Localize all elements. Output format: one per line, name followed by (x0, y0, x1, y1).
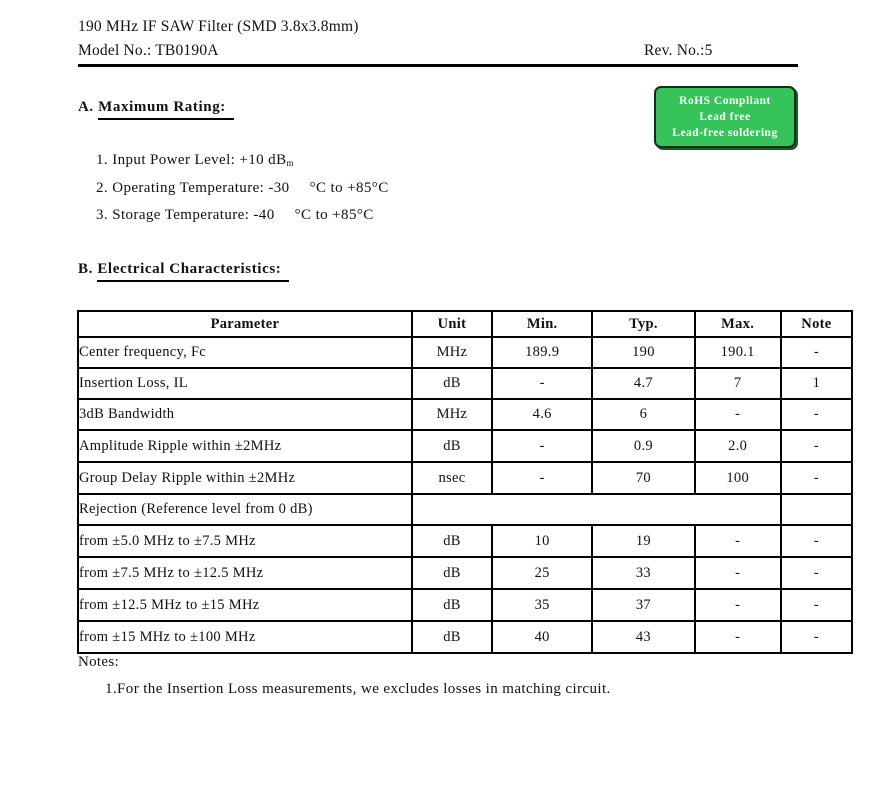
table-cell: dB (412, 525, 492, 557)
table-cell: 190.1 (695, 337, 781, 368)
table-cell: 70 (592, 462, 694, 494)
section-b-title: Electrical Characteristics: (97, 261, 289, 282)
table-cell: - (695, 621, 781, 653)
table-cell: dB (412, 430, 492, 462)
header-cell: Parameter (78, 311, 412, 337)
table-cell: Group Delay Ripple within ±2MHz (78, 462, 412, 494)
table-cell: - (695, 589, 781, 621)
header-cell: Unit (412, 311, 492, 337)
table-cell: 3dB Bandwidth (78, 399, 412, 430)
rating-item-1 (96, 152, 294, 169)
rohs-line-1: RoHS Compliant (679, 95, 771, 107)
table-cell: - (695, 525, 781, 557)
table-cell: 189.9 (492, 337, 592, 368)
rejection-label-cell: Rejection (Reference level from 0 dB) (78, 494, 412, 525)
table-cell: MHz (412, 337, 492, 368)
header-cell: Typ. (592, 311, 694, 337)
table-cell: 1 (781, 368, 852, 399)
table-row (78, 557, 852, 589)
table-cell: 37 (592, 589, 694, 621)
table-cell: 19 (592, 525, 694, 557)
rating-item-num: 3. (96, 207, 109, 223)
header-cell: Min. (492, 311, 592, 337)
table-cell: - (781, 525, 852, 557)
rating-item-label: Storage Temperature: -40 (112, 207, 275, 223)
section-b-prefix: B. (78, 261, 93, 277)
table-cell: - (781, 557, 852, 589)
table-cell: dB (412, 621, 492, 653)
table-cell: MHz (412, 399, 492, 430)
table-row (78, 368, 852, 399)
rating-item-3 (96, 207, 374, 224)
table-cell: Insertion Loss, IL (78, 368, 412, 399)
table-cell: 25 (492, 557, 592, 589)
table-cell: - (781, 399, 852, 430)
table-cell: from ±12.5 MHz to ±15 MHz (78, 589, 412, 621)
electrical-characteristics-table (77, 310, 853, 654)
table-cell: 4.6 (492, 399, 592, 430)
table-cell: nsec (412, 462, 492, 494)
table-row (78, 462, 852, 494)
table-cell: from ±5.0 MHz to ±7.5 MHz (78, 525, 412, 557)
section-a-title: Maximum Rating: (98, 99, 234, 120)
table-cell: dB (412, 368, 492, 399)
table-row (78, 589, 852, 621)
table-cell: - (781, 462, 852, 494)
table-cell: 100 (695, 462, 781, 494)
rohs-line-2: Lead free (699, 111, 751, 123)
notes-label: Notes: (78, 654, 119, 670)
table-cell: - (781, 589, 852, 621)
note-item: 1.For the Insertion Loss measurements, we excludes losses in matching circuit. (105, 681, 611, 697)
table-cell: dB (412, 557, 492, 589)
rating-item-num: 1. (96, 152, 109, 168)
table-cell: - (695, 557, 781, 589)
empty-cell (781, 494, 852, 525)
table-row (78, 399, 852, 430)
table-cell: 10 (492, 525, 592, 557)
table-cell: 7 (695, 368, 781, 399)
rating-item-label: Input Power Level: +10 dB (112, 152, 287, 168)
table-cell: from ±7.5 MHz to ±12.5 MHz (78, 557, 412, 589)
table-cell: - (781, 430, 852, 462)
table-cell: - (695, 399, 781, 430)
revision-number: Rev. No.:5 (644, 42, 713, 59)
table-cell: from ±15 MHz to ±100 MHz (78, 621, 412, 653)
rating-item-range: °C to +85°C (309, 180, 389, 196)
table-cell: 35 (492, 589, 592, 621)
table-cell: 2.0 (695, 430, 781, 462)
rating-item-num: 2. (96, 180, 109, 196)
header-divider (78, 64, 798, 67)
section-a-prefix: A. (78, 99, 94, 115)
table-cell: 40 (492, 621, 592, 653)
rating-item-suffix: m (286, 158, 294, 168)
header-cell: Note (781, 311, 852, 337)
table-cell: - (492, 368, 592, 399)
section-a-heading (78, 99, 234, 120)
rejection-header-row (78, 494, 852, 525)
header-cell: Max. (695, 311, 781, 337)
document-title: 190 MHz IF SAW Filter (SMD 3.8x3.8mm) (78, 18, 359, 35)
table-row (78, 525, 852, 557)
table-cell: 6 (592, 399, 694, 430)
table-cell: Amplitude Ripple within ±2MHz (78, 430, 412, 462)
table-header-row (78, 311, 852, 337)
table-row (78, 337, 852, 368)
table-cell: 43 (592, 621, 694, 653)
section-b-heading (78, 261, 289, 282)
rating-item-range: °C to +85°C (294, 207, 374, 223)
table-cell: 0.9 (592, 430, 694, 462)
table-row (78, 621, 852, 653)
rohs-line-3: Lead-free soldering (672, 127, 778, 139)
empty-cell (412, 494, 781, 525)
model-number: Model No.: TB0190A (78, 42, 219, 59)
table-cell: - (492, 430, 592, 462)
table-cell: - (781, 337, 852, 368)
rohs-badge (654, 86, 796, 148)
table-cell: dB (412, 589, 492, 621)
rating-item-label: Operating Temperature: -30 (112, 180, 290, 196)
table-row (78, 430, 852, 462)
rating-item-2 (96, 180, 389, 197)
table-cell: - (781, 621, 852, 653)
table-cell: 4.7 (592, 368, 694, 399)
table-cell: - (492, 462, 592, 494)
table-cell: 33 (592, 557, 694, 589)
table-cell: 190 (592, 337, 694, 368)
table-cell: Center frequency, Fc (78, 337, 412, 368)
